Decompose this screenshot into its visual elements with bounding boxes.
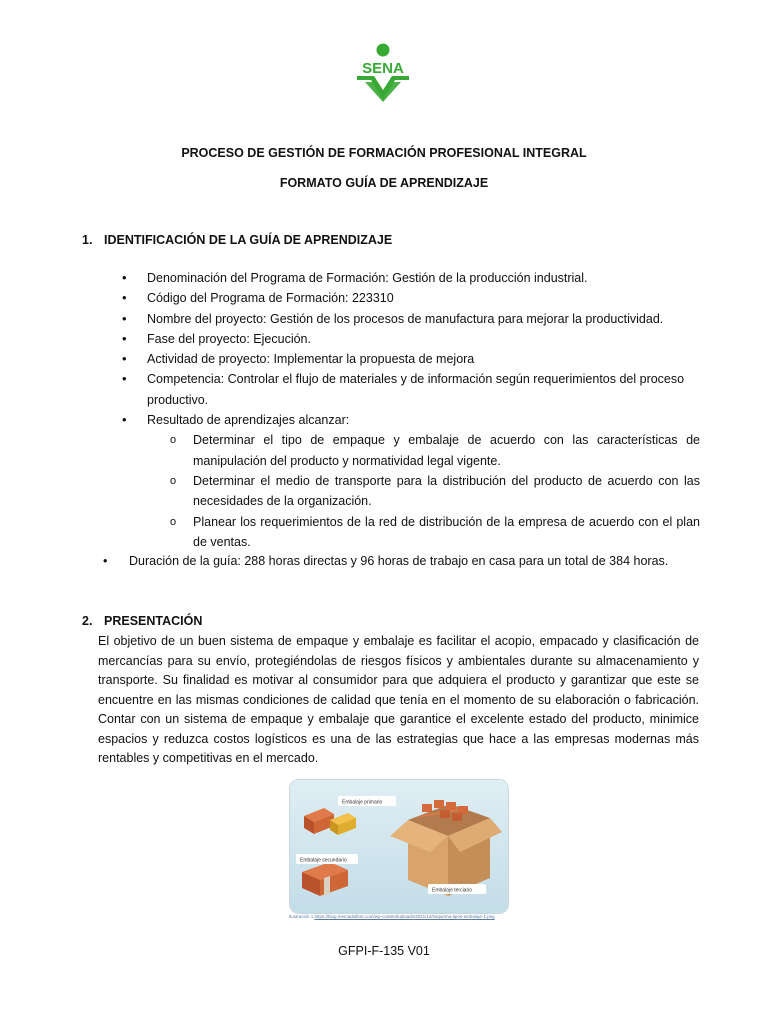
results-list: [147, 430, 700, 552]
result-item: o Planear los requerimientos de la red de distribución de la empresa de acuerdo con el plan de ventas.: [170, 512, 700, 553]
section-2-heading: 2. PRESENTACIÓN: [82, 614, 203, 628]
svg-text:Embalaje terciario: Embalaje terciario: [432, 887, 473, 894]
list-item: • Código del Programa de Formación: 223310: [118, 288, 700, 308]
list-item: • Resultado de aprendizajes alcanzar: o Determinar el tipo de empaque y embalaje de acuerdo con las características de manipulación del producto y normatividad legal vigente. o Determinar el medio de transporte para la distribución del producto de acuerdo con las necesidades de la organización. o Planear los requerimientos de la red de distribución de la empresa de acuerdo con el plan de ventas.: [118, 410, 700, 552]
list-item: • Fase del proyecto: Ejecución.: [118, 329, 700, 349]
figure-caption: Ilustración 1 https://blog.mercadolibre.com/wp-content/uploads/2021/12/esquema-tipos-embalaje-1.png: [289, 914, 495, 919]
list-item: • Competencia: Controlar el flujo de materiales y de información según requerimientos del proceso productivo.: [118, 369, 700, 410]
list-item: • Denominación del Programa de Formación: Gestión de la producción industrial.: [118, 268, 700, 288]
packaging-illustration: [289, 779, 509, 914]
process-title: PROCESO DE GESTIÓN DE FORMACIÓN PROFESIONAL INTEGRAL: [181, 146, 587, 160]
svg-text:Embalaje secundario: Embalaje secundario: [300, 857, 347, 864]
list-item: • Nombre del proyecto: Gestión de los procesos de manufactura para mejorar la productividad.: [118, 309, 700, 329]
svg-text:Embalaje primario: Embalaje primario: [342, 799, 383, 806]
footer-code: GFPI-F-135 V01: [338, 944, 430, 958]
identification-list: [118, 268, 700, 552]
format-title: FORMATO GUÍA DE APRENDIZAJE: [279, 176, 489, 190]
caption-link[interactable]: https://blog.mercadolibre.com/wp-content/uploads/2021/12/esquema-tipos-embalaje-1.png: [314, 914, 495, 919]
list-item: • Actividad de proyecto: Implementar la propuesta de mejora: [118, 349, 700, 369]
section-1-heading: 1. IDENTIFICACIÓN DE LA GUÍA DE APRENDIZAJE: [82, 233, 393, 247]
result-item: o Determinar el medio de transporte para la distribución del producto de acuerdo con las necesidades de la organización.: [170, 471, 700, 512]
duration-item: • Duración de la guía: 288 horas directas y 96 horas de trabajo en casa para un total de 384 horas.: [129, 554, 668, 568]
svg-text:SENA: SENA: [362, 60, 404, 77]
result-item: o Determinar el tipo de empaque y embalaje de acuerdo con las características de manipulación del producto y normatividad legal vigente.: [170, 430, 700, 471]
presentation-paragraph: El objetivo de un buen sistema de empaque y embalaje es facilitar el acopio, empacado y clasificación de mercancías para su envío, protegiéndolas de riesgos físicos y ambientales durante su almacenamiento y transporte. Su finalidad es motivar al consumidor para que adquiera el producto y garantizar que este se encuentre en las mismas condiciones de calidad que tenía en el momento de su elaboración o fabricación. Contar con un sistema de empaque y embalaje que garantice el excelente estado del producto, minimice espacios y reduzca costos logísticos es una de las estrategias que hace a las empresas modernas más rentables y competitivas en el mercado.: [98, 634, 699, 765]
sena-logo: [352, 42, 414, 102]
